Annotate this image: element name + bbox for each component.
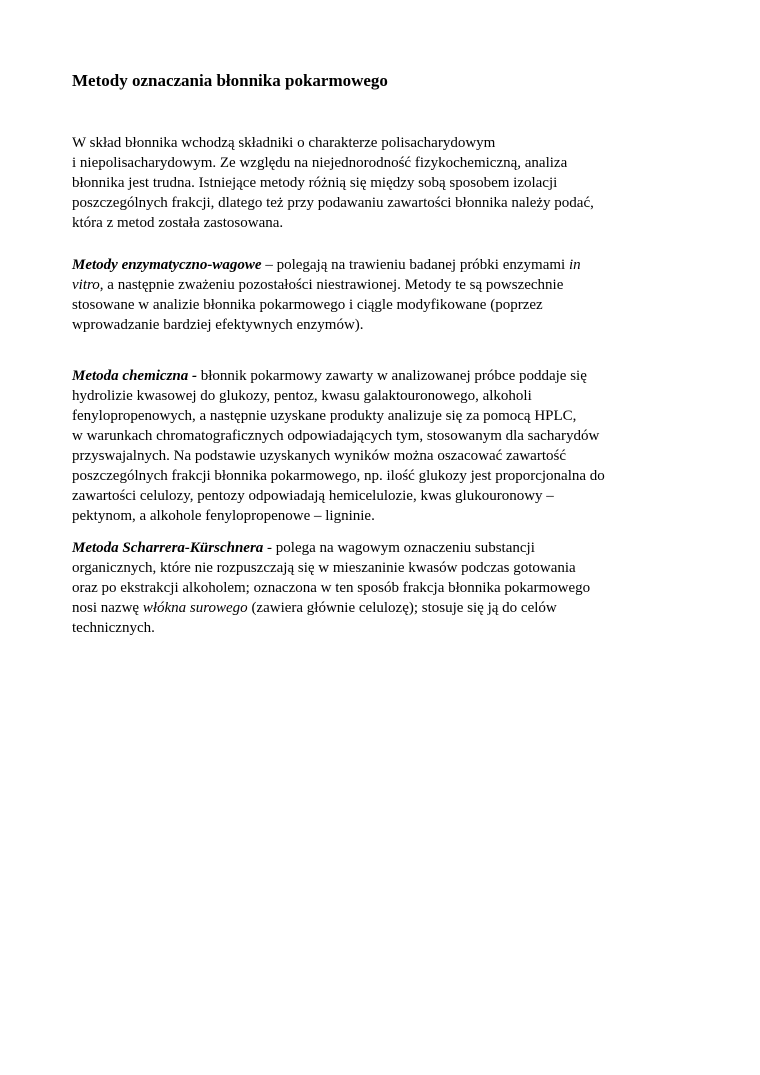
- text-line: [72, 538, 590, 558]
- text-line: [72, 386, 605, 406]
- paragraph-metoda-chemiczna: [72, 366, 605, 526]
- text-segment-normal: która z metod została zastosowana.: [72, 215, 284, 231]
- text-segment-normal: stosowane w analizie błonnika pokarmowego i ciągle modyfikowane (poprzez: [72, 297, 543, 313]
- text-line: [72, 558, 590, 578]
- text-line: [72, 133, 594, 153]
- text-line: [72, 578, 590, 598]
- text-segment-bold-italic: Metoda Scharrera-Kürschnera: [72, 540, 264, 556]
- text-line: [72, 275, 581, 295]
- text-line: [72, 315, 581, 335]
- text-line: [72, 295, 581, 315]
- text-line: [72, 618, 590, 638]
- text-segment-normal: – polegają na trawieniu badanej próbki enzymami: [261, 257, 569, 273]
- text-line: [72, 426, 605, 446]
- text-line: [72, 255, 581, 275]
- text-segment-bold-italic: Metody enzymatyczno-wagowe: [72, 257, 262, 273]
- text-line: [72, 366, 605, 386]
- text-segment-normal: zawartości celulozy, pentozy odpowiadają hemicelulozie, kwas glukouronowy –: [72, 488, 554, 504]
- text-segment-normal: hydrolizie kwasowej do glukozy, pentoz, kwasu galaktouronowego, alkoholi: [72, 388, 532, 404]
- text-line: [72, 506, 605, 526]
- text-line: [72, 446, 605, 466]
- text-segment-normal: poszczególnych frakcji, dlatego też przy podawaniu zawartości błonnika należy podać,: [72, 195, 594, 211]
- text-segment-normal: nosi nazwę: [72, 600, 143, 616]
- text-segment-normal: w warunkach chromatograficznych odpowiadających tym, stosowanym dla sacharydów: [72, 428, 600, 444]
- text-segment-normal: , a następnie zważeniu pozostałości niestrawionej. Metody te są powszechnie: [99, 277, 564, 293]
- text-segment-italic: in: [568, 257, 581, 273]
- page-title: Metody oznaczania błonnika pokarmowego: [72, 71, 388, 90]
- text-segment-normal: błonnika jest trudna. Istniejące metody różnią się między sobą sposobem izolacji: [72, 175, 558, 191]
- paragraph-metody-enzymatyczno-wagowe: [72, 255, 581, 335]
- text-segment-normal: fenylopropenowych, a następnie uzyskane produkty analizuje się za pomocą HPLC,: [72, 408, 577, 424]
- text-segment-normal: błonnik pokarmowy zawarty w analizowanej próbce poddaje się: [197, 368, 587, 384]
- paragraph-intro: [72, 133, 594, 233]
- text-segment-normal: W skład błonnika wchodzą składniki o charakterze polisacharydowym: [72, 135, 496, 151]
- text-segment-normal: (zawiera głównie celulozę); stosuje się ją do celów: [247, 600, 557, 616]
- text-line: [72, 173, 594, 193]
- text-line: [72, 193, 594, 213]
- text-segment-normal: pektynom, a alkohole fenylopropenowe – ligninie.: [72, 508, 375, 524]
- text-line: [72, 153, 594, 173]
- text-line: [72, 466, 605, 486]
- text-segment-normal: organicznych, które nie rozpuszczają się w mieszaninie kwasów podczas gotowania: [72, 560, 576, 576]
- paragraph-metoda-scharrera-kurschnera: [72, 538, 590, 638]
- text-line: [72, 213, 594, 233]
- text-segment-italic: vitro: [72, 277, 100, 293]
- text-segment-normal: technicznych.: [72, 620, 155, 636]
- text-segment-italic: włókna surowego: [142, 600, 248, 616]
- text-line: [72, 598, 590, 618]
- text-segment-bold-italic: Metoda chemiczna -: [72, 368, 197, 384]
- text-segment-normal: oraz po ekstrakcji alkoholem; oznaczona w ten sposób frakcja błonnika pokarmowego: [72, 580, 591, 596]
- text-segment-normal: poszczególnych frakcji błonnika pokarmowego, np. ilość glukozy jest proporcjonalna do: [72, 468, 605, 484]
- text-segment-normal: - polega na wagowym oznaczeniu substancji: [263, 540, 535, 556]
- text-segment-normal: przyswajalnych. Na podstawie uzyskanych wyników można oszacować zawartość: [72, 448, 566, 464]
- text-line: [72, 406, 605, 426]
- text-line: [72, 486, 605, 506]
- text-segment-normal: wprowadzanie bardziej efektywnych enzymów).: [72, 317, 364, 333]
- text-segment-normal: i niepolisacharydowym. Ze względu na niejednorodność fizykochemiczną, analiza: [72, 155, 568, 171]
